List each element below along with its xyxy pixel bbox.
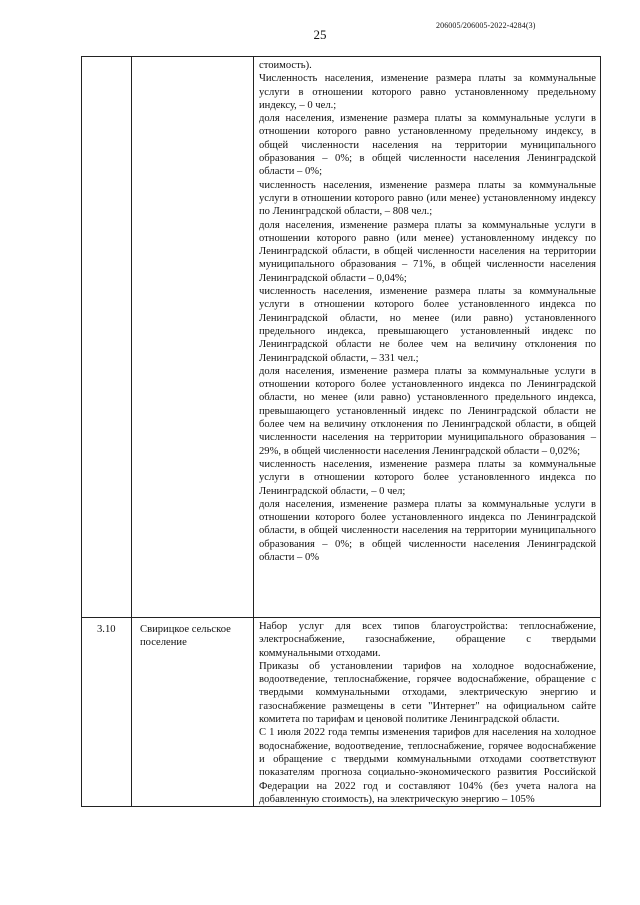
paragraph: численность населения, изменение размера платы за коммунальные услуги в отношении которого равно (или менее) установленному индексу по Ленинградской области, – 808 чел.;: [259, 179, 596, 218]
document-code: 206005/206005-2022-4284(3): [436, 21, 536, 30]
paragraph: численность населения, изменение размера платы за коммунальные услуги в отношении которого более установленного индекса по Ленинградской области, – 0 чел;: [259, 458, 596, 497]
row-number-cell: [82, 57, 132, 618]
paragraph: Приказы об установлении тарифов на холодное водоснабжение, водоотведение, теплоснабжение, горячее водоснабжение, обращение с твердыми коммунальными отходами, электрическую энергию и газоснабжение размещены в сети "Интернет" на официальном сайте комитета по тарифам и ценовой политике Ленинградской области.: [259, 660, 596, 726]
settlement-cell: Свирицкое сельское поселение: [132, 618, 254, 807]
paragraph: численность населения, изменение размера платы за коммунальные услуги в отношении которого более установленного индекса по Ленинградской области, но менее (или равно) установленного предельного индекса, превышающего установленный индекс по Ленинградской области не более чем на величину отклонения по Ленинградской области, – 331 чел.;: [259, 286, 596, 364]
table-row: [82, 618, 601, 807]
paragraph: С 1 июля 2022 года темпы изменения тарифов для населения на холодное водоснабжение, водоотведение, теплоснабжение, горячее водоснабжение и обращение с твердыми коммунальными отходами соответствуют показателям прогноза социально-экономического развития Российской Федерации на 2022 год и составляют 104% (без учета налога на добавленную стоимость), на электрическую энергию – 105%: [259, 727, 596, 805]
paragraph: доля населения, изменение размера платы за коммунальные услуги в отношении которого равно установленному предельному индексу, в общей численности населения на территории муниципального образования – 0%; в общей численности населения Ленинградской области – 0%;: [259, 113, 596, 178]
row-number-cell: 3.10: [82, 618, 132, 807]
paragraph: доля населения, изменение размера платы за коммунальные услуги в отношении которого более установленного индекса по Ленинградской области, в общей численности населения на территории муниципального образования – 0%; в общей численности населения Ленинградской области – 0%: [259, 498, 596, 563]
paragraph: доля населения, изменение размера платы за коммунальные услуги в отношении которого более установленного индекса по Ленинградской области, но менее (или равно) установленного предельного индекса, превышающего установленный индекс по Ленинградской области не более чем на величину отклонения по Ленинградской области, в общей численности населения на территории муниципального образования – 29%, в общей численности населения Ленинградской области – 0,02%;: [259, 365, 596, 457]
paragraph: доля населения, изменение размера платы за коммунальные услуги в отношении которого равно (или менее) установленному индексу по Ленинградской области, в общей численности населения на территории муниципального образования – 71%, в общей численности населения Ленинградской области – 0,04%;: [259, 219, 596, 284]
paragraph: Набор услуг для всех типов благоустройства: теплоснабжение, электроснабжение, газоснабжение, обращение с твердыми коммунальными отходами.: [259, 621, 596, 659]
description-cell: [254, 57, 601, 618]
paragraph: стоимость).: [259, 60, 312, 71]
page-number: 25: [313, 27, 327, 42]
description-cell: [254, 618, 601, 807]
settlement-cell: [132, 57, 254, 618]
tariff-table: [81, 56, 601, 807]
paragraph: Численность населения, изменение размера платы за коммунальные услуги в отношении которого равно установленному предельному индексу, – 0 чел.;: [259, 73, 596, 111]
table-row: [82, 57, 601, 618]
